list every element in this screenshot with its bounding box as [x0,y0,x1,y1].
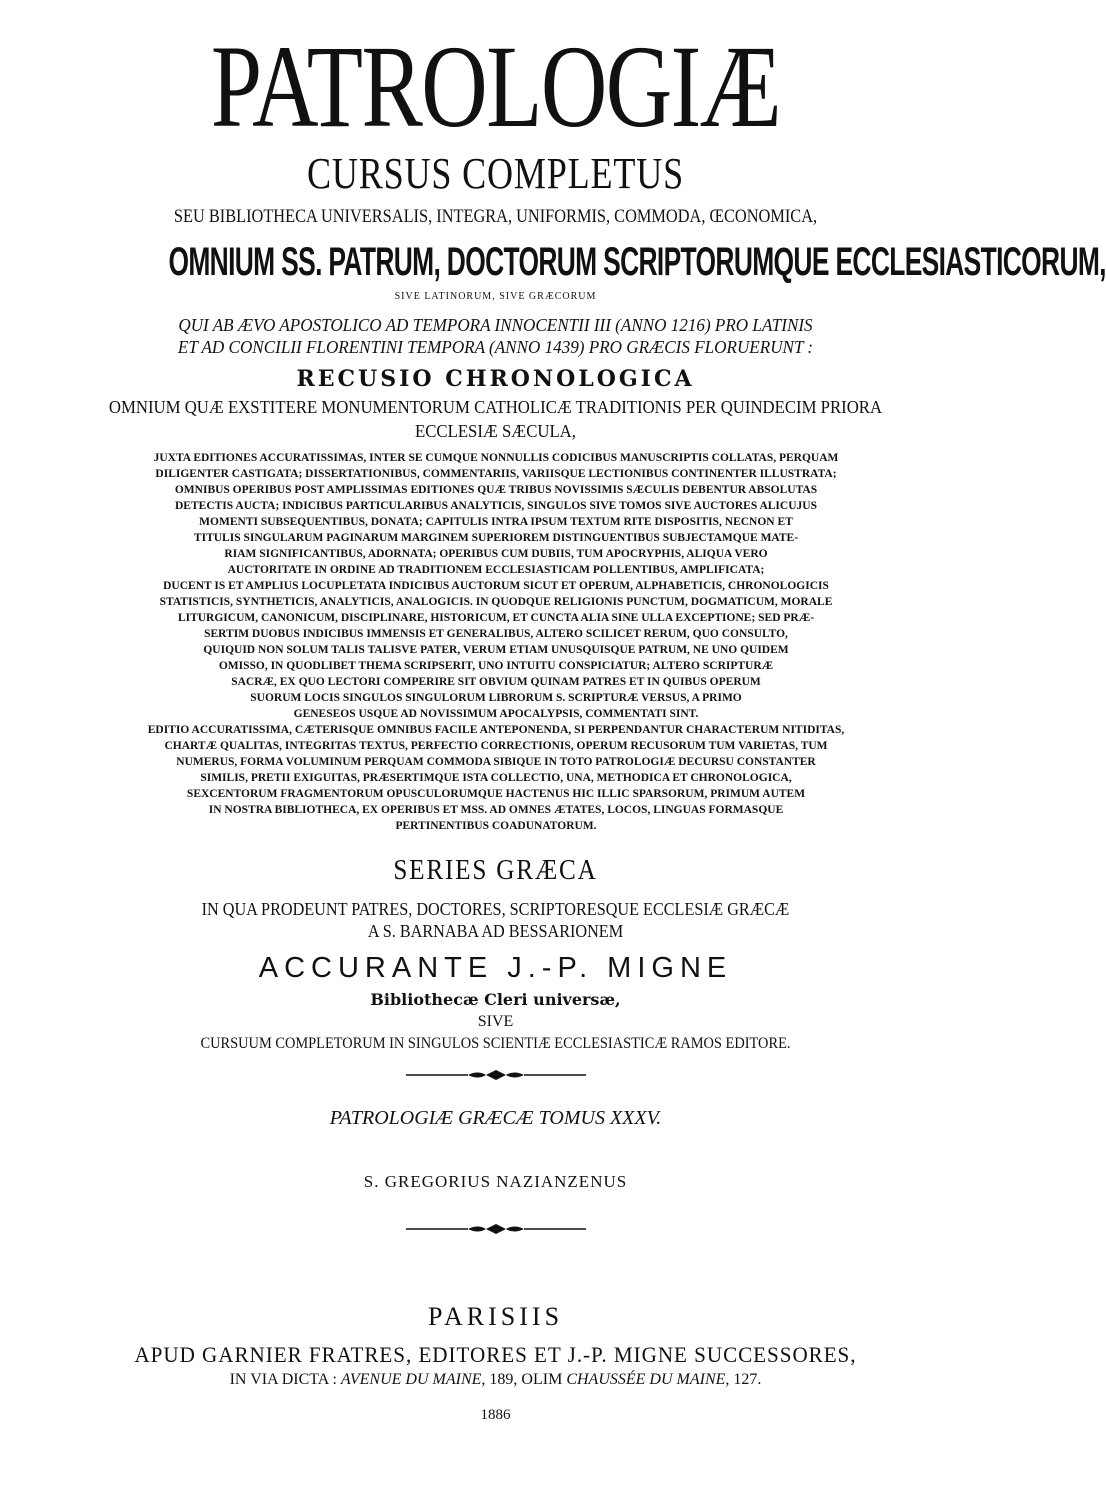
body-line: STATISTICIS, SYNTHETICIS, ANALYTICIS, ANALOGICIS. IN QUODQUE RELIGIONIS PUNCTUM, DOGMATICUM, MORALE [159,596,833,608]
body-line: LITURGICUM, CANONICUM, DISCIPLINARE, HISTORICUM, ET CUNCTA ALIA SINE ULLA EXCEPTIONE; SED PRÆ- [177,612,815,624]
ornament-divider-icon [0,1068,991,1087]
body-line: SUORUM LOCIS SINGULOS SINGULORUM LIBRORUM S. SCRIPTURÆ VERSUS, A PRIMO [250,692,742,704]
qui-line-2: ET AD CONCILII FLORENTINI TEMPORA (ANNO 1439) PRO GRÆCIS FLORUERUNT : [177,337,814,357]
body-line: DUCENT IS ET AMPLIUS LOCUPLETATA INDICIBUS AUCTORUM SICUT ET OPERUM, ALPHABETICIS, CHRONOLOGICIS [163,580,829,592]
address-street: AVENUE DU MAINE [340,1371,482,1388]
body-line: AUCTORITATE IN ORDINE AD TRADITIONEM ECCLESIASTICAM POLLENTIBUS, AMPLIFICATA; [227,564,765,576]
subtitle: CURSUS COMPLETUS [306,149,685,198]
main-title: PATROLOGIÆ [210,21,781,152]
body-line: JUXTA EDITIONES ACCURATISSIMAS, INTER SE CUMQUE NONNULLIS CODICIBUS MANUSCRIPTIS COLLATAS, PERQUAM [153,452,839,464]
sive-line: SIVE LATINORUM, SIVE GRÆCORUM [394,291,597,302]
address-old: CHAUSSÉE DU MAINE [566,1371,726,1388]
recusio-heading: RECUSIO CHRONOLOGICA [296,366,695,392]
publisher-line: APUD GARNIER FRATRES, EDITORES ET J.-P. MIGNE SUCCESSORES, [134,1342,857,1367]
body-line: SACRÆ, EX QUO LECTORI COMPERIRE SIT OBVIUM QUINAM PATRES ET IN QUIBUS OPERUM [231,676,761,688]
omnium-quae-line-2: ECCLESIÆ SÆCULA, [415,421,576,441]
series-heading: SERIES GRÆCA [393,855,598,886]
body-line: QUIQUID NON SOLUM TALIS TALISVE PATER, VERUM ETIAM UNUSQUISQUE PATRUM, NE UNO QUIDEM [203,644,789,656]
author-line: S. GREGORIUS NAZIANZENUS [363,1172,628,1191]
in-qua-line-2: A S. BARNABA AD BESSARIONEM [367,921,624,941]
body-line: GENESEOS USQUE AD NOVISSIMUM APOCALYPSIS, COMMENTATI SINT. [293,708,699,720]
omnium-line: OMNIUM SS. PATRUM, DOCTORUM SCRIPTORUMQUE ECCLESIASTICORUM, [168,240,1106,284]
ornament-divider-icon [0,1222,991,1241]
body-line: TITULIS SINGULARUM PAGINARUM MARGINEM SUPERIOREM DISTINGUENTIBUS SUBJECTAMQUE MATE- [193,532,799,544]
accurante-line: ACCURANTE J.-P. MIGNE [258,952,733,984]
cursuum-line: CURSUUM COMPLETORUM IN SINGULOS SCIENTIÆ ECCLESIASTICÆ RAMOS EDITORE. [200,1035,791,1052]
body-line: PERTINENTIBUS COADUNATORUM. [395,820,597,832]
bibliothecae-line: Bibliothecæ Cleri universæ, [370,990,621,1009]
address-line [0,1370,991,1390]
body-line: OMNIBUS OPERIBUS POST AMPLISSIMAS EDITIONES QUÆ TRIBUS NOVISSIMIS SÆCULIS DEBENTUR ABSOLUTAS [174,484,818,496]
body-line: RIAM SIGNIFICANTIBUS, ADORNATA; OPERIBUS CUM DUBIIS, TUM APOCRYPHIS, ALIQUA VERO [224,548,768,560]
body-line: SEXCENTORUM FRAGMENTORUM OPUSCULORUMQUE HACTENUS HIC ILLIC SPARSORUM, PRIMUM AUTEM [186,788,806,800]
sive-word: SIVE [477,1013,514,1030]
year: 1886 [480,1407,511,1423]
seu-line: SEU BIBLIOTHECA UNIVERSALIS, INTEGRA, UNIFORMIS, COMMODA, ŒCONOMICA, [173,206,818,227]
body-line: CHARTÆ QUALITAS, INTEGRITAS TEXTUS, PERFECTIO CORRECTIONIS, OPERUM RECUSORUM TUM VARIETAS, TUM [164,740,828,752]
body-paragraph [48,450,944,834]
omnium-quae-line-1: OMNIUM QUÆ EXSTITERE MONUMENTORUM CATHOLICÆ TRADITIONIS PER QUINDECIM PRIORA [108,397,883,417]
address-end: , 127. [725,1371,762,1388]
body-line: NUMERUS, FORMA VOLUMINUM PERQUAM COMMODA SIBIQUE IN TOTO PATROLOGIÆ DECURSU CONSTANTER [176,756,816,768]
body-line: SERTIM DUOBUS INDICIBUS IMMENSIS ET GENERALIBUS, ALTERO SCILICET RERUM, QUO CONSULTO, [204,628,788,640]
body-line: MOMENTI SUBSEQUENTIBUS, DONATA; CAPITULIS INTRA IPSUM TEXTUM RITE DISPOSITIS, NECNON ET [199,516,793,528]
address-mid: , 189, OLIM [481,1371,563,1388]
body-line: DETECTIS AUCTA; INDICIBUS PARTICULARIBUS ANALYTICIS, SINGULOS SIVE TOMOS SIVE AUCTORES ALICUJUS [175,500,817,512]
qui-line-1: QUI AB ÆVO APOSTOLICO AD TEMPORA INNOCENTII III (ANNO 1216) PRO LATINIS [178,315,813,335]
body-line: DILIGENTER CASTIGATA; DISSERTATIONIBUS, COMMENTARIIS, VARIISQUE LECTIONIBUS CONTINENTER ILLUSTRATA; [155,468,837,480]
body-line: OMISSO, IN QUODLIBET THEMA SCRIPSERIT, UNO INTUITU CONSPICIATUR; ALTERO SCRIPTURÆ [218,660,774,672]
tomus-line: PATROLOGIÆ GRÆCÆ TOMUS XXXV. [329,1107,662,1129]
body-line: EDITIO ACCURATISSIMA, CÆTERISQUE OMNIBUS FACILE ANTEPONENDA, SI PERPENDANTUR CHARACTERUM NITIDITAS, [147,724,845,736]
address-prefix: IN VIA DICTA : [229,1371,337,1388]
body-line: IN NOSTRA BIBLIOTHECA, EX OPERIBUS ET MSS. AD OMNES ÆTATES, LOCOS, LINGUAS FORMASQUE [208,804,784,816]
body-line: SIMILIS, PRETII EXIGUITAS, PRÆSERTIMQUE ISTA COLLECTIO, UNA, METHODICA ET CHRONOLOGICA, [200,772,792,784]
in-qua-line-1: IN QUA PRODEUNT PATRES, DOCTORES, SCRIPTORESQUE ECCLESIÆ GRÆCÆ [201,899,790,919]
city-line: PARISIIS [427,1302,564,1331]
